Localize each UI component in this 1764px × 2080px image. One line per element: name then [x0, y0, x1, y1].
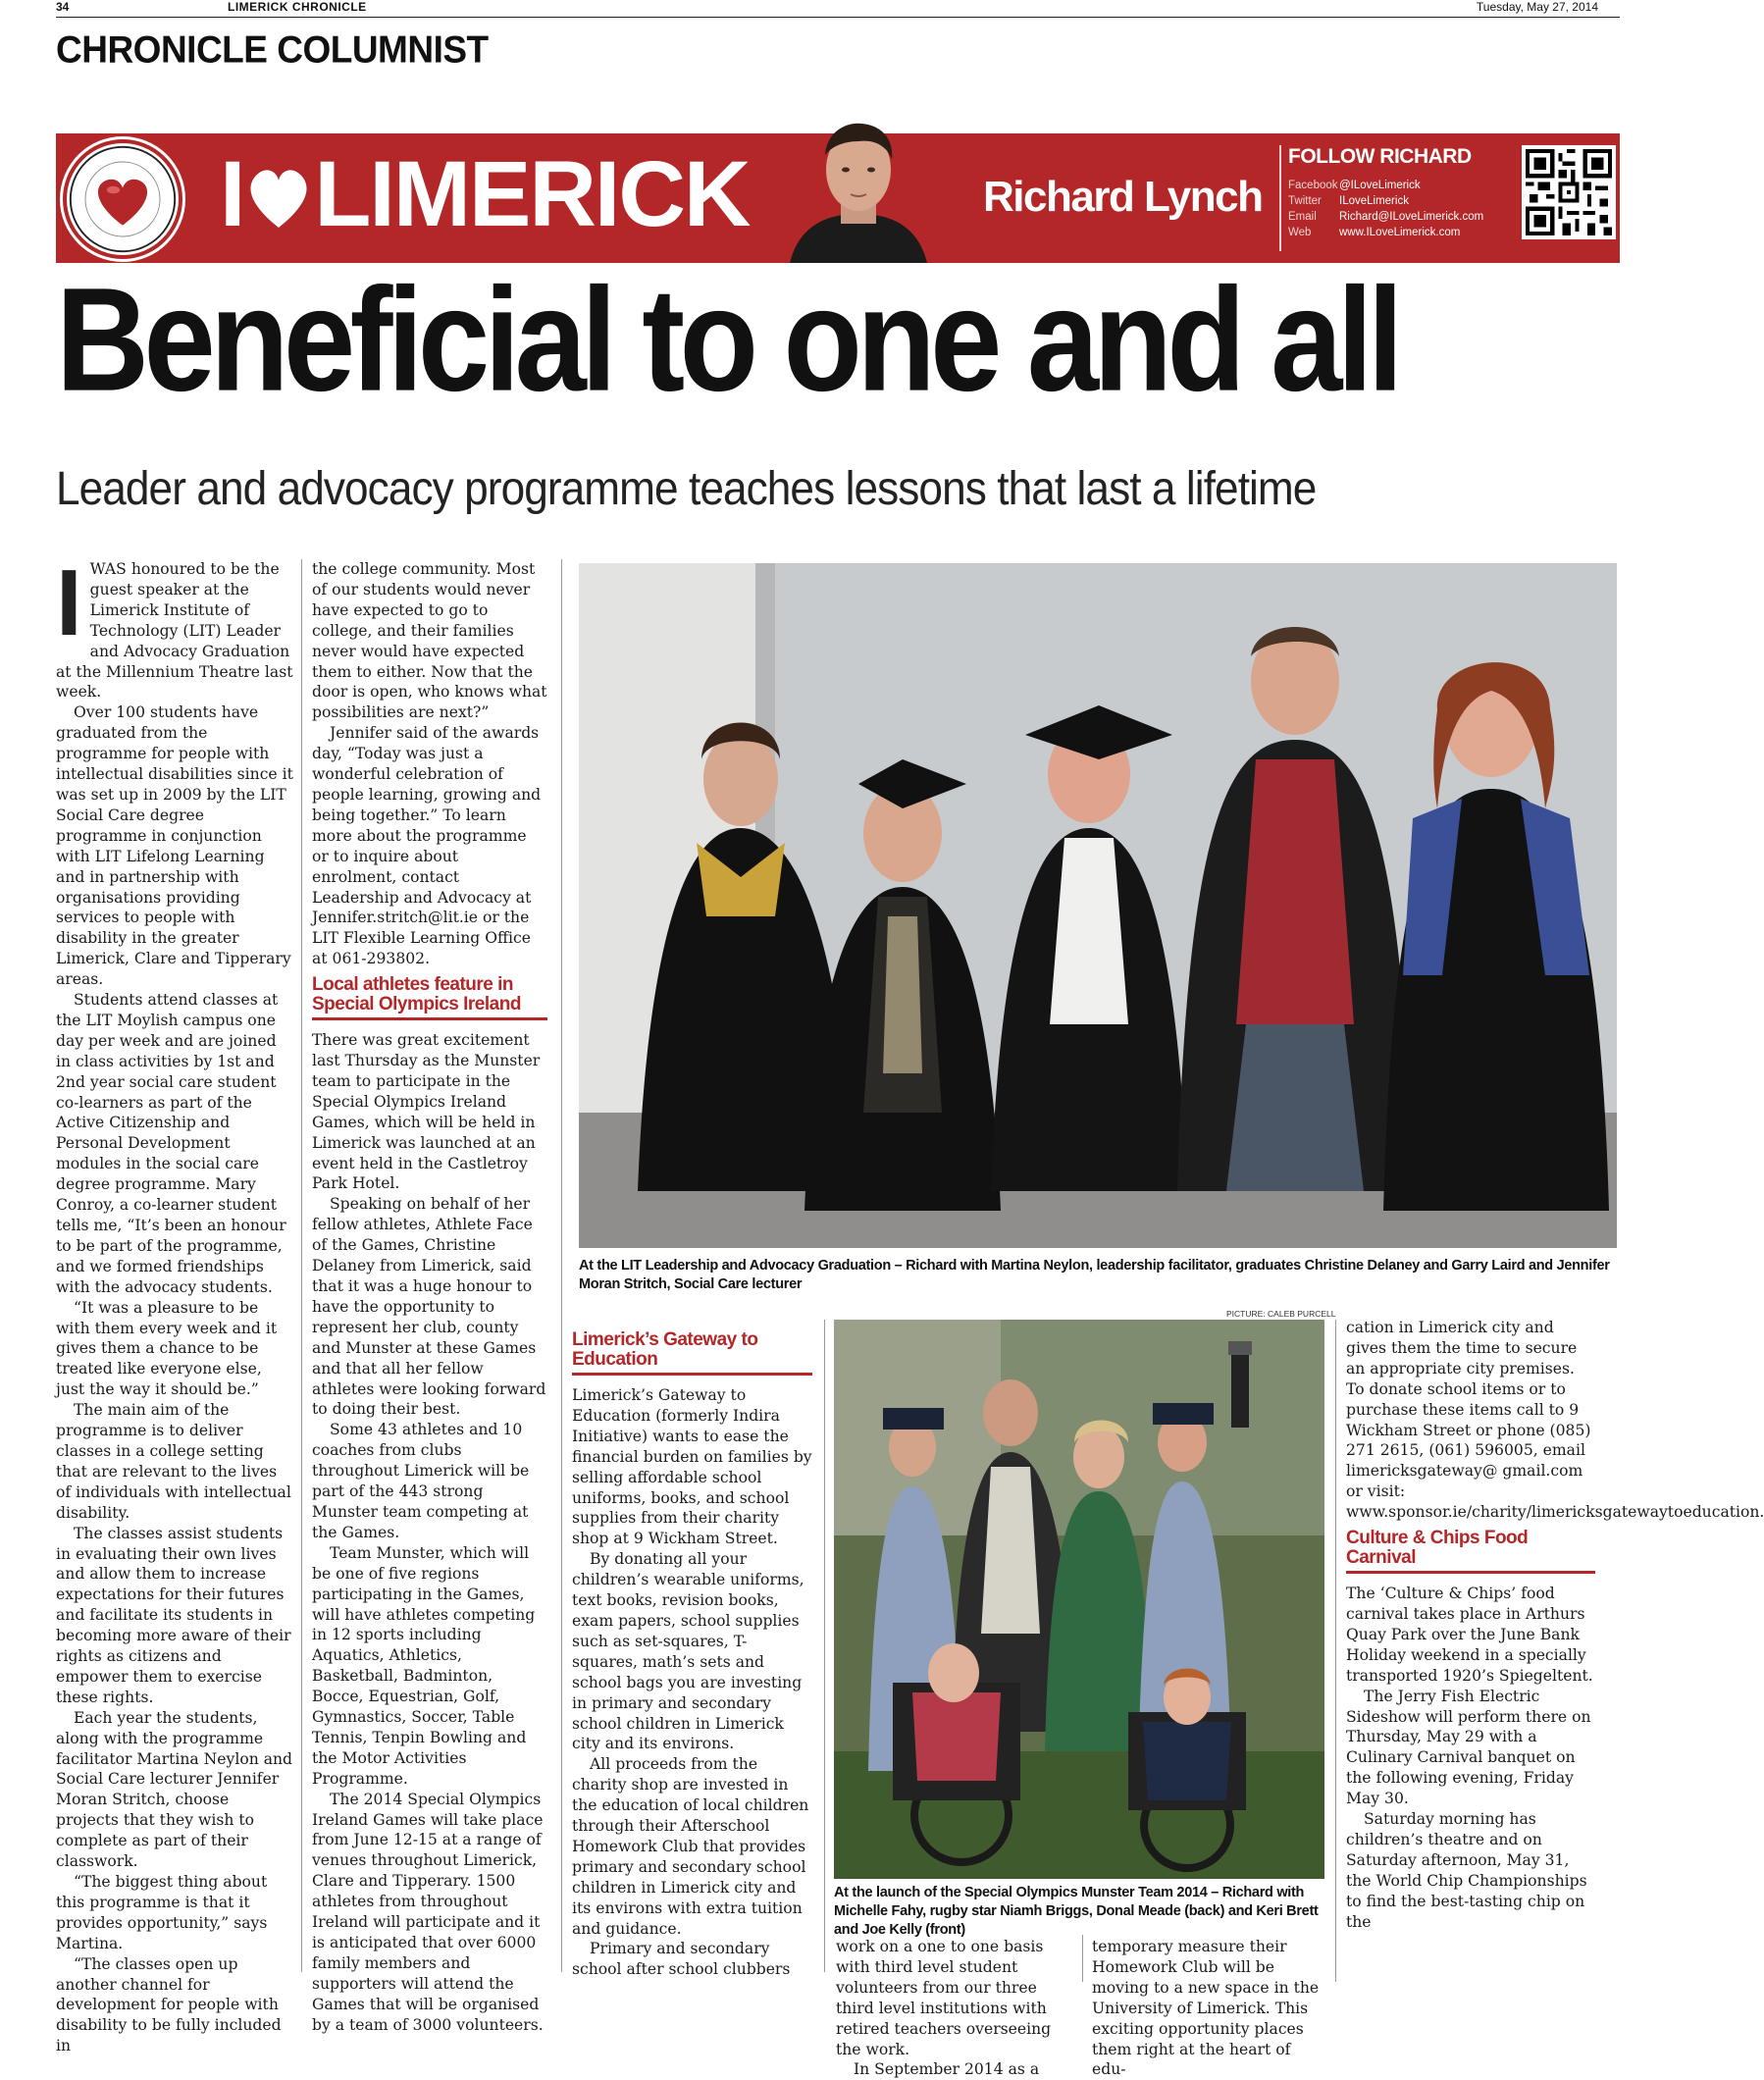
social-row-facebook[interactable] [1288, 178, 1514, 193]
i-love-limerick-badge [63, 139, 182, 259]
social-row-web[interactable] [1288, 225, 1514, 240]
paragraph: Team Munster, which will be one of five regions participating in the Games, will have athletes competing in 12 sports including Aquatics, Athletics, Basketball, Badminton, Bocce, Equestrian, Golf, Gymnastics, Soccer, Table Tennis, Tenpin Bowling and the Motor Activities Programme. [312, 1543, 536, 1788]
paragraph: Saturday morning has children’s theatre and on Saturday afternoon, May 31, the World Chip Championships to find the best-tasting chip on the [1346, 1810, 1587, 1931]
paragraph: The main aim of the programme is to deliver classes in a college setting that are relevant to the lives of individuals with intellectual disability. [56, 1401, 291, 1522]
qr-code-icon[interactable] [1522, 145, 1616, 239]
column-banner [56, 133, 1620, 263]
column-3 [572, 1325, 812, 1980]
photo-caption: At the launch of the Special Olympics Munster Team 2014 – Richard with Michelle Fahy, rugby star Niamh Briggs, Donal Meade (back) and Keri Brett and Joe Kelly (front) [834, 1885, 1319, 1938]
subhead-culture-and-chips: Culture & Chips Food Carnival [1346, 1529, 1595, 1574]
paragraph: Each year the students, along with the programme facilitator Martina Neylon and Social Care lecturer Jennifer Moran Stritch, choose projects that they wish to complete as part of their classwork. [56, 1708, 293, 1871]
social-label: Twitter [1288, 195, 1322, 207]
section-label: CHRONICLE COLUMNIST [56, 27, 489, 71]
drop-cap: I [56, 550, 82, 655]
paragraph: Some 43 athletes and 10 coaches from clubs throughout Limerick will be part of the 443 strong Munster team competing at the Games. [312, 1421, 530, 1541]
subhead-special-olympics: Local athletes feature in Special Olympics Ireland [312, 975, 547, 1020]
column-rule [301, 559, 302, 1972]
column-6 [1346, 1318, 1764, 1932]
paragraph: The classes assist students in evaluating their own lives and allow them to increase expectations for their futures and facilitate its students in becoming more aware of their rights as citizens and empower them to exercise these rights. [56, 1524, 291, 1706]
paragraph: Limerick’s Gateway to Education (formerly Indira Initiative) wants to ease the financial burden on families by selling affordable school uniforms, books, and school supplies from their charity shop at 9 Wickham Street. [572, 1386, 812, 1548]
paragraph: Students attend classes at the LIT Moylish campus one day per week and are joined in class activities by 1st and 2nd year social care student co-learners as part of the Active Citizenship and Personal Development modules in the social care degree programme. Mary Conroy, a co-learner student tells me, “It’s been an honour to be part of the programme, and we formed friendships with the advocacy students. [56, 991, 286, 1296]
paragraph: the college community. Most of our students would never have expected to go to college, and their families never would have expected them to either. Now that the door is open, who knows what possibilities are next?” [312, 560, 547, 722]
paragraph: temporary measure their Homework Club will be moving to a new space in the University of Limerick. This exciting opportunity places them right at the heart of edu- [1092, 1938, 1320, 2079]
social-row-twitter[interactable] [1288, 193, 1514, 209]
column-rule [824, 1320, 825, 1972]
paragraph: All proceeds from the charity shop are invested in the education of local children through their Afterschool Homework Club that provides primary and secondary school children in Limerick city and its environs with extra tuition and guidance. [572, 1755, 809, 1938]
special-olympics-photo-illustration [834, 1320, 1324, 1879]
paragraph: “The classes open up another channel for development for people with disability to be fully included in [56, 1954, 282, 2055]
graduation-photo [579, 563, 1617, 1248]
paragraph: Over 100 students have graduated from the programme for people with intellectual disabilities since it was set up in 2009 by the LIT Social Care degree programme in conjunction with LIT Lifelong Learning and in partnership with organisations providing services to people with disability in the greater Limerick, Clare and Tipperary areas. [56, 703, 293, 989]
social-value: www.ILoveLimerick.com [1339, 227, 1461, 238]
paragraph: The Jerry Fish Electric Sideshow will perform there on Thursday, May 29 with a Culinary Carnival banquet on the following evening, Friday May 30. [1346, 1687, 1591, 1808]
social-label: Web [1288, 227, 1312, 238]
social-links [1288, 178, 1514, 240]
heart-icon [243, 163, 314, 232]
columnist-portrait [780, 116, 937, 263]
column-1 [56, 550, 293, 2056]
paragraph: By donating all your children’s wearable uniforms, text books, revision books, exam papers, school supplies such as set-squares, T-squares, math’s sets and school bags you are investing in primary and secondary school children in Limerick city and its environs. [572, 1550, 804, 1753]
paragraph: work on a one to one basis with third level student volunteers from our three third level institutions with retired teachers overseeing the work. [836, 1938, 1052, 2058]
page-number: 34 [56, 0, 70, 14]
column-rule [1082, 1935, 1083, 1982]
follow-title: FOLLOW RICHARD [1288, 145, 1472, 168]
paragraph: Primary and secondary school after school clubbers [572, 1940, 791, 1979]
paragraph: “It was a pleasure to be with them every week and it gives them a chance to be treated like everyone else, just the way it should be.” [56, 1298, 278, 1399]
issue-date: Tuesday, May 27, 2014 [1476, 0, 1598, 14]
banner-divider [1279, 145, 1281, 251]
paragraph: The 2014 Special Olympics Ireland Games will take place from June 12-15 at a range of venues throughout Limerick, Clare and Tipperary. 1500 athletes from throughout Ireland will participate and it is anticipated that over 6000 family members and supporters will attend the Games that will be organised by a team of 3000 volunteers. [312, 1790, 544, 2034]
social-row-email[interactable] [1288, 209, 1514, 225]
paragraph [56, 550, 293, 702]
badge-heart-icon [67, 143, 179, 255]
column-2 [312, 559, 547, 2036]
subhead-gateway-to-education: Limerick’s Gateway to Education [572, 1330, 812, 1376]
paragraph-text: WAS honoured to be the guest speaker at the Limerick Institute of Technology (LIT) Leader and Advocacy Graduation at the Millennium Theatre last week. [56, 560, 293, 702]
column-4 [836, 1937, 1074, 2080]
column-5 [1092, 1937, 1327, 2080]
social-label: Facebook [1288, 180, 1338, 191]
logo-i: I [220, 142, 244, 246]
social-label: Email [1288, 211, 1317, 223]
paragraph: Jennifer said of the awards day, “Today was just a wonderful celebration of people learning, growing and being together.” To learn more about the programme or to inquire about enrolment, contact Leadership and Advocacy at Jennifer.stritch@lit.ie or the LIT Flexible Learning Office at 061-293802. [312, 724, 542, 968]
column-rule [561, 559, 562, 1972]
paragraph: There was great excitement last Thursday as the Munster team to participate in the Special Olympics Ireland Games, which will be held in Limerick was launched at an event held in the Castletroy Park Hotel. [312, 1031, 541, 1193]
columnist-name: Richard Lynch [983, 173, 1263, 221]
photo-credit: PICTURE: CALEB PURCELL [1226, 1309, 1336, 1319]
folio-rule [56, 17, 1620, 18]
special-olympics-photo [834, 1320, 1324, 1879]
paragraph: In September 2014 as a [854, 2060, 1040, 2079]
paper-name: LIMERICK CHRONICLE [228, 0, 367, 14]
standfirst: Leader and advocacy programme teaches lessons that last a lifetime [56, 463, 1317, 515]
folio-bar [0, 0, 1651, 16]
social-value: ILoveLimerick [1339, 195, 1409, 207]
social-value: Richard@ILoveLimerick.com [1339, 211, 1484, 223]
headline: Beneficial to one and all [56, 258, 1398, 423]
photo-caption: At the LIT Leadership and Advocacy Graduation – Richard with Martina Neylon, leadership facilitator, graduates Christine Delaney and Garry Laird and Jennifer Moran Stritch, Social Care lecturer [579, 1258, 1610, 1292]
paragraph: Speaking on behalf of her fellow athletes, Athlete Face of the Games, Christine Delaney from Limerick, said that it was a huge honour to have the opportunity to represent her club, county and Munster at these Games and that all her fellow athletes were looking forward to doing their best. [312, 1195, 546, 1419]
paragraph: The ‘Culture & Chips’ food carnival takes place in Arthurs Quay Park over the June Bank Holiday weekend in a specially transported 1920’s Spiegeltent. [1346, 1585, 1593, 1685]
paragraph: cation in Limerick city and gives them the time to secure an appropriate city premises. To donate school items or to purchase these items call to 9 Wickham Street or phone (085) 271 2615, (061) 596005, email limericksgateway@ gmail.com or visit: www.sponsor.ie/charity/limericksgatewaytoeducation. [1346, 1319, 1764, 1522]
logo-wordmark [220, 142, 750, 246]
logo-word: LIMERICK [314, 142, 750, 246]
paragraph: “The biggest thing about this programme is that it provides opportunity,” says Martina. [56, 1873, 268, 1952]
social-value: @ILoveLimerick [1339, 180, 1421, 191]
graduation-photo-illustration [579, 563, 1617, 1248]
column-rule [1335, 1320, 1336, 1982]
